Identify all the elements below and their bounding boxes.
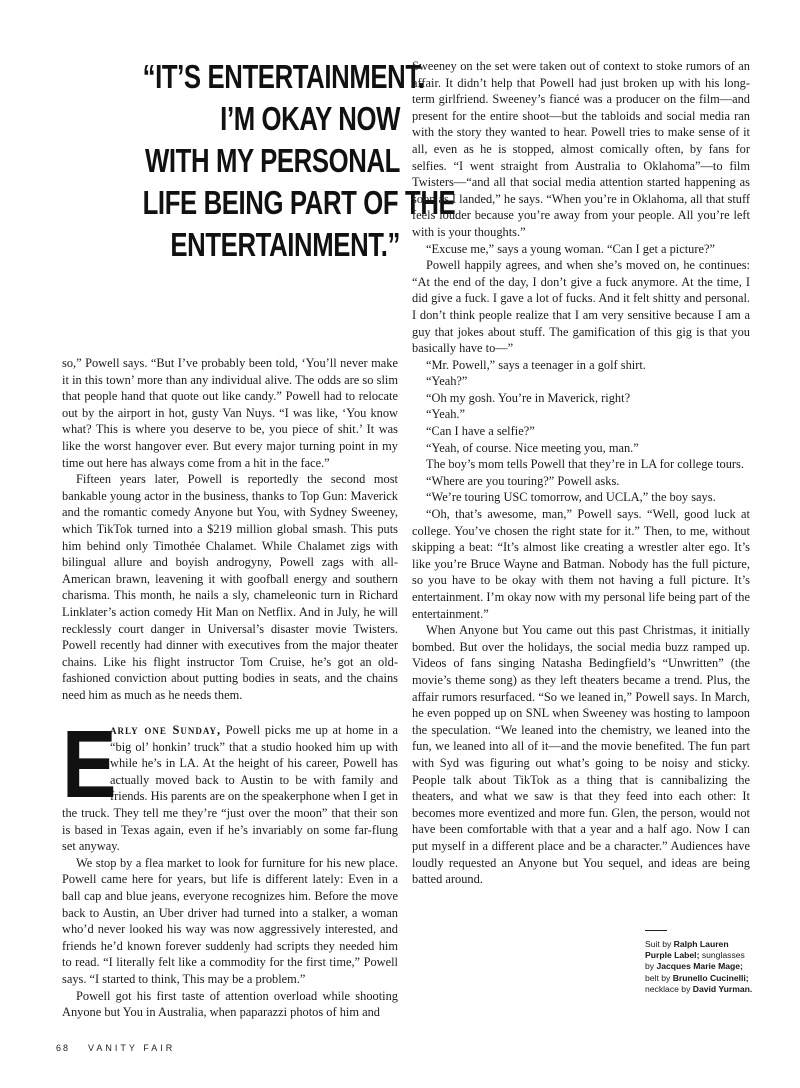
paragraph: “Can I have a selfie?” [426,424,535,439]
paragraph: “Yeah.” [426,407,465,422]
left-column-top [62,355,398,703]
paragraph-text: Powell picks me up at home in a “big ol’ honkin’ truck” that a studio hooked him up with while he’s in LA. At the height of his career, Powell has actually moved back to Austin to be with family and friends. His parents are on the speakerphone when I get in the truck. They tell me they’re “just over the moon” that their son is based in Texas again, even if he’s invariably on some far-flung set anyway. [62,723,398,854]
paragraph: We stop by a flea market to look for furniture for his new place. Powell came here for years, but life is different lately: Even in a ball cap and blue jeans, everyone recognizes him. Before the move back to Austin, an Uber driver had turned into a stalker, a woman who’d never looked his way was now aggressively interested, and friends he’d known forever suddenly had scripts they needed him to read. “I literally felt like a commodity for the first time,” Powell says. “I started to think, This may be a problem.” [62,855,398,986]
folio [56,1043,175,1053]
credit-text: belt by [645,972,673,983]
paragraph: so,” Powell says. “But I’ve probably been told, ‘You’ll never make it in this town’ more than any individual alive. The odds are so slim that people hand that quote out like candy.” Powell had to relocate out by the airport in hot, gusty Van Nuys. “I was like, ‘You know what? This is where you deserve to be, you piece of shit.’ It was like the worst hangover ever. But every major turning point in my time out here has always come from a hit in the face.” [62,356,398,470]
credit-text: Suit by [645,939,674,949]
paragraph: Powell got his first taste of attention overload while shooting Anyone but You in Australia, when paparazzi photos of him and [62,988,398,1020]
pull-quote-line: WITH MY PERSONAL [145,142,400,179]
paragraph: “Excuse me,” says a young woman. “Can I get a picture?” [426,241,716,256]
credit-text: sunglasses by [645,950,745,972]
paragraph: Powell happily agrees, and when she’s moved on, he continues: “At the end of the day, I don’t give a fuck anymore. At the time, I did give a fuck. I gave a lot of fucks. And it felt shitty and personal. I don’t think people realize that I am very sensitive because I am a guy that jokes about stuff. The gamification of this gig is that you basically have to—” [412,258,750,356]
photo-credits [645,930,755,995]
page-number: 68 [56,1043,71,1053]
right-column [412,58,750,888]
paragraph: “We’re touring USC tomorrow, and UCLA,” the boy says. [426,490,716,505]
credit-brand: Jacques Marie Mage; [656,961,743,972]
pull-quote [142,56,456,266]
magazine-name: VANITY FAIR [88,1043,176,1053]
paragraph: “Oh, that’s awesome, man,” Powell says. “Well, good luck at college. You’ve chosen the right state for it.” Then, to me, without skipping a beat: “It’s almost like creating a wrestler alter ego. It’s like you’re Bruce Wayne and Batman. Nobody has the full picture, so you have to be okay with them not having a full picture. It’s entertainment. I’m okay now with my personal life being part of the entertainment.” [412,507,750,621]
credits-rule [645,930,667,931]
drop-cap: E [62,711,117,818]
paragraph: When Anyone but You came out this past Christmas, it initially bombed. But over the holidays, the social media buzz ramped up. Videos of fans singing Natasha Bedingfield’s “Unwritten” (the movie’s theme song) as they left theaters became a trend. Plus, the affair rumors resurfaced. “So we leaned in,” Powell says. In March, he even popped up on SNL when Sweeney was hosting to lampoon the speculation. “We leaned into the chemistry, we leaned into the fun, we leaned into all of it—and the movie benefited. The fun part with Syd was figuring out what’s going to be noisy and sticky. People talk about TikTok as a thing that is cannibalizing the theaters, and what we saw is that they feed into each other: It becomes more eventized and more fun. Glen, the person, would not have been comfortable with that a year and a half ago. Now I can put myself in a different place and be a character.” Audiences have loudly requested an Anyone but You sequel, and ideas are being batted around. [412,623,750,887]
credit-brand: David Yurman. [692,983,753,994]
paragraph: “Oh my gosh. You’re in Maverick, right? [426,390,631,405]
pull-quote-line: LIFE BEING PART OF THE [142,184,456,221]
lead-in: arly one Sunday, [110,723,222,737]
paragraph: “Mr. Powell,” says a teenager in a golf shirt. [426,357,646,372]
pull-quote-line: I’M OKAY NOW [220,100,400,137]
paragraph: Sweeney on the set were taken out of context to stoke rumors of an affair. It didn’t help that Powell had just broken up with his long-term girlfriend. Sweeney’s fiancé was a producer on the film—and present for the entire shoot—but the tabloids and social media ran with the story they wanted to hear. Powell tries to make sense of it all, even as he is stopped, almost comically often, by fans for selfies. “I went straight from Australia to Oklahoma”—to film Twisters—“and all that social media attention started happening as soon as I landed,” he says. “When you’re in Oklahoma, all that stuff feels louder because you’re away from your people. All you’re left with is your thoughts.” [412,59,751,239]
section-opening-paragraph [62,711,398,855]
credit-brand: Brunello Cucinelli; [672,972,749,983]
paragraph: “Where are you touring?” Powell asks. [426,473,620,488]
paragraph: Fifteen years later, Powell is reportedly the second most bankable young actor in the business, thanks to Top Gun: Maverick and the romantic comedy Anyone but You, with Sydney Sweeney, which TikTok turned into a $219 million global smash. This puts him behind only Timothée Chalamet. While Chalamet zigs with bilingual allure and boyish androgyny, Powell zags with all-American brawn, leavening it with goofball energy and southern charisma. This month, he nails a sly, chameleonic turn in Richard Linklater’s action comedy Hit Man on Netflix. And in July, he will recklessly court danger in Universal’s disaster movie Twisters. Powell recently had dinner with executives from the major theater chains. Like his flight instructor Tom Cruise, he’s got an old-fashioned conviction about putting bodies in seats, and the chains need him as much as he needs them. [62,472,398,702]
paragraph: “Yeah?” [426,374,468,389]
left-column-bottom [62,711,398,1021]
pull-quote-line: “IT’S ENTERTAINMENT. [142,58,425,95]
credit-text: necklace by [645,983,693,994]
paragraph: The boy’s mom tells Powell that they’re in LA for college tours. [426,457,744,472]
credit-brand: Ralph Lauren Purple Label; [645,939,729,961]
paragraph: “Yeah, of course. Nice meeting you, man.” [426,440,639,455]
pull-quote-line: ENTERTAINMENT.” [170,226,400,263]
